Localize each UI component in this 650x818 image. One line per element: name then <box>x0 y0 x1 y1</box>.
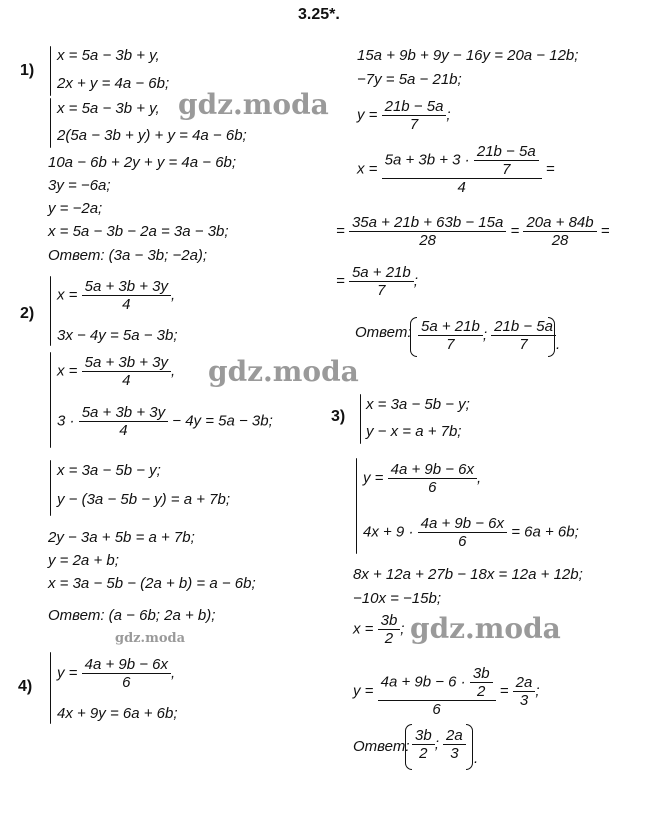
equation: 2(5a − 3b + y) + y = 4a − 6b; <box>57 127 247 144</box>
equation: −7y = 5a − 21b; <box>357 71 462 88</box>
answer-label: Ответ: <box>48 607 105 624</box>
watermark: gdz.moda <box>208 355 359 388</box>
equation: x = 5a + 3b + 3 · $\frac{21b - 5a}{7}$ 4 = <box>357 143 555 196</box>
equation: y = $\frac{4a + 9b - 6x}{6}$ , <box>57 656 176 691</box>
fraction: $\frac{5a + 3b + 3y}{4}$ <box>82 354 171 389</box>
fraction: 4a + 9b − 6 · $\frac{3b}{2}$ 6 <box>378 665 496 718</box>
fraction: $\frac{21b - 5a}{7}$ <box>382 98 447 133</box>
system-brace <box>50 652 51 724</box>
fraction: $\frac{21b - 5a}{7}$ <box>474 143 539 178</box>
equation: y − x = a + 7b; <box>366 423 462 440</box>
equation: 3y = −6a; <box>48 177 111 194</box>
part-1-label: 1) <box>20 62 35 79</box>
fraction: $\frac{20a + 84b}{28}$ <box>523 214 596 249</box>
system-brace <box>50 98 51 148</box>
problem-title: 3.25*. <box>298 6 340 23</box>
right-paren <box>466 724 473 770</box>
equation: x = 5a − 3b − 2a = 3a − 3b; <box>48 223 229 240</box>
fraction: $\frac{5a + 21b}{7}$ <box>418 318 483 353</box>
fraction: $\frac{3b}{2}$ <box>470 665 493 700</box>
fraction: $\frac{21b - 5a}{7}$ <box>491 318 556 353</box>
equation: y = 2a + b; <box>48 552 119 569</box>
answer-line <box>48 246 207 266</box>
system-brace <box>50 460 51 516</box>
answer-label: Ответ: <box>355 324 412 341</box>
answer-line <box>355 323 412 343</box>
part-3-label: 3) <box>331 408 346 425</box>
equation: 15a + 9b + 9y − 16y = 20a − 12b; <box>357 47 579 64</box>
equation: y = −2a; <box>48 200 103 217</box>
equation: 2x + y = 4a − 6b; <box>57 75 170 92</box>
fraction: $\frac{5a + 3b + 3y}{4}$ <box>82 278 171 313</box>
left-paren <box>410 317 417 357</box>
equation: = $\frac{5a + 21b}{7}$ ; <box>336 264 418 299</box>
watermark: gdz.moda <box>410 612 561 645</box>
fraction: $\frac{3b}{2}$ <box>412 727 435 762</box>
equation: y = 4a + 9b − 6 · $\frac{3b}{2}$ 6 = $\frac{2a}{3}$ ; <box>353 665 540 718</box>
equation: 8x + 12a + 27b − 18x = 12a + 12b; <box>353 566 583 583</box>
answer-value: $\frac{3b}{2}$ ; $\frac{2a}{3}$ <box>412 727 466 762</box>
fraction: $\frac{5a + 21b}{7}$ <box>349 264 414 299</box>
equation: 10a − 6b + 2y + y = 4a − 6b; <box>48 154 237 171</box>
equation: x = 3a − 5b − (2a + b) = a − 6b; <box>48 575 256 592</box>
equation: = $\frac{35a + 21b + 63b - 15a}{28}$ = $\frac{20a + 84b}{28}$ = <box>336 214 610 249</box>
system-brace <box>50 46 51 96</box>
fraction: 5a + 3b + 3 · $\frac{21b - 5a}{7}$ 4 <box>382 143 542 196</box>
answer-value: (a − 6b; 2a + b); <box>108 607 216 624</box>
left-paren <box>405 724 412 770</box>
equation: x = 5a − 3b + y, <box>57 47 160 64</box>
answer-label: Ответ: <box>353 738 410 755</box>
part-4-label: 4) <box>18 678 33 695</box>
system-brace <box>356 458 357 554</box>
equation: x = 5a − 3b + y, <box>57 100 160 117</box>
system-brace <box>50 276 51 346</box>
fraction: $\frac{2a}{3}$ <box>513 674 536 709</box>
equation: 3 · $\frac{5a + 3b + 3y}{4}$ − 4y = 5a − 3b; <box>57 404 273 439</box>
right-paren <box>548 317 555 357</box>
system-brace <box>50 352 51 448</box>
fraction: $\frac{35a + 21b + 63b - 15a}{28}$ <box>349 214 506 249</box>
equation: −10x = −15b; <box>353 590 441 607</box>
equation: 4x + 9y = 6a + 6b; <box>57 705 178 722</box>
equation: x = $\frac{3b}{2}$ ; <box>353 612 405 647</box>
system-brace <box>360 394 361 444</box>
equation: x = 3a − 5b − y; <box>366 396 470 413</box>
answer-label: Ответ: <box>48 247 105 264</box>
equation: x = 3a − 5b − y; <box>57 462 161 479</box>
fraction: $\frac{2a}{3}$ <box>443 727 466 762</box>
watermark: gdz.moda <box>178 88 329 121</box>
watermark: gdz.moda <box>115 631 186 646</box>
equation: y − (3a − 5b − y) = a + 7b; <box>57 491 231 508</box>
answer-value: $\frac{5a + 21b}{7}$ ; $\frac{21b - 5a}{7}$ <box>418 318 556 353</box>
equation: y = $\frac{21b - 5a}{7}$ ; <box>357 98 451 133</box>
fraction: $\frac{4a + 9b - 6x}{6}$ <box>388 461 477 496</box>
equation: 4x + 9 · $\frac{4a + 9b - 6x}{6}$ = 6a + 6b; <box>363 515 579 550</box>
equation: x = $\frac{5a + 3b + 3y}{4}$ , <box>57 278 176 313</box>
equation: y = $\frac{4a + 9b - 6x}{6}$ , <box>363 461 482 496</box>
fraction: $\frac{4a + 9b - 6x}{6}$ <box>418 515 507 550</box>
answer-end: . <box>474 750 479 767</box>
answer-line <box>353 737 410 757</box>
fraction: $\frac{3b}{2}$ <box>378 612 401 647</box>
answer-value: (3a − 3b; −2a); <box>108 247 208 264</box>
equation: 3x − 4y = 5a − 3b; <box>57 327 178 344</box>
equation: x = $\frac{5a + 3b + 3y}{4}$ , <box>57 354 176 389</box>
fraction: $\frac{5a + 3b + 3y}{4}$ <box>79 404 168 439</box>
part-2-label: 2) <box>20 305 35 322</box>
equation: 2y − 3a + 5b = a + 7b; <box>48 529 195 546</box>
fraction: $\frac{4a + 9b - 6x}{6}$ <box>82 656 171 691</box>
answer-end: . <box>556 336 561 353</box>
answer-line <box>48 606 215 626</box>
